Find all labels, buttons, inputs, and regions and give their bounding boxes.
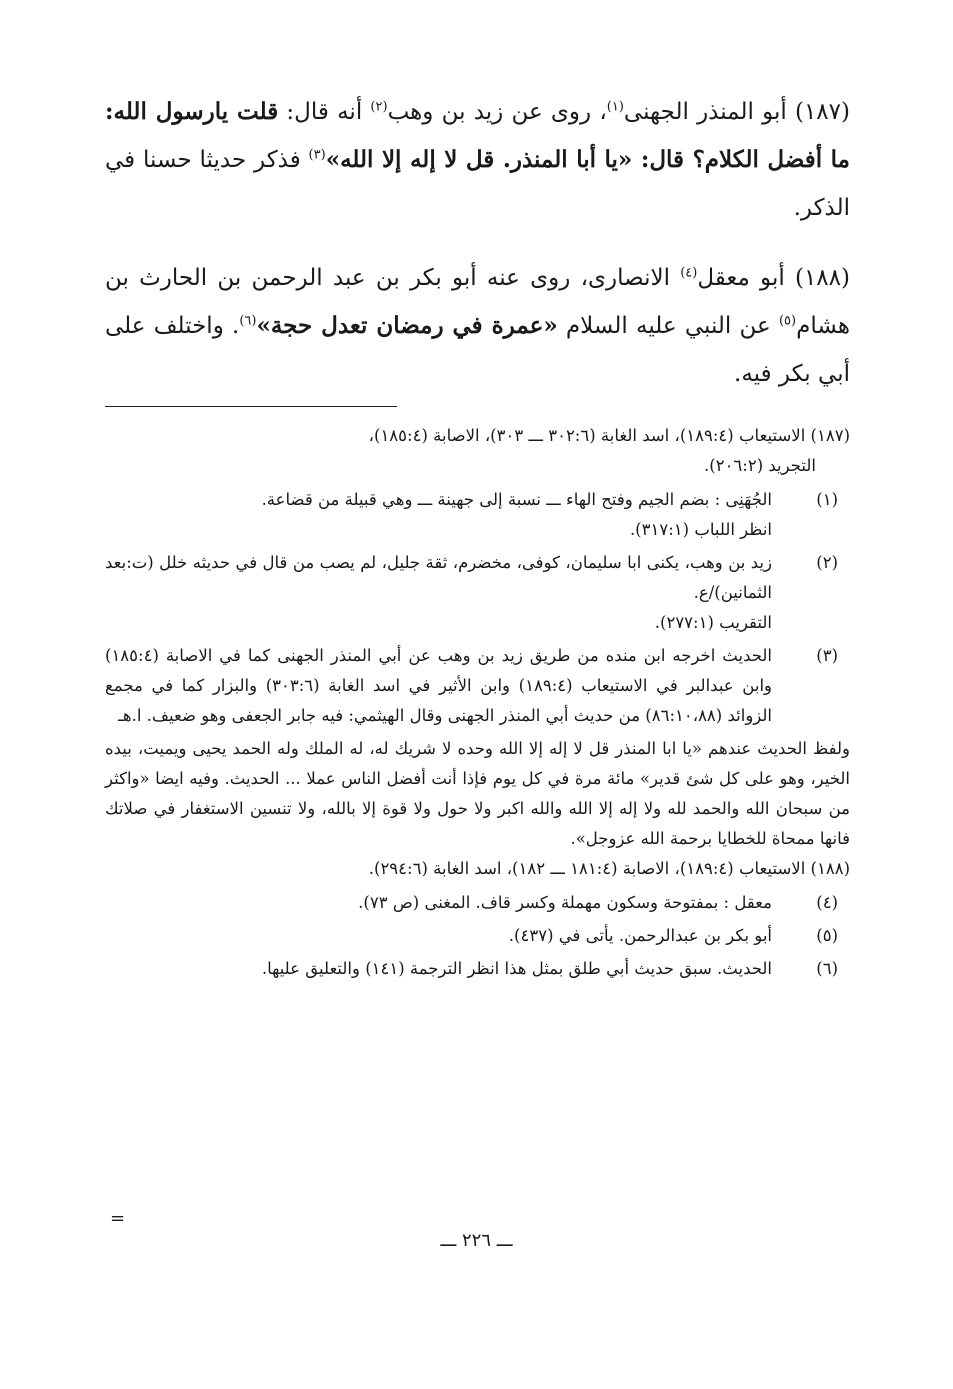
footnote-marker: (٢): [370, 99, 388, 115]
entry-text: أنه قال:: [278, 99, 371, 125]
reference-number: (١٨٧): [810, 426, 850, 445]
reference-188: [105, 854, 850, 884]
footnote-number: (١): [816, 490, 838, 509]
entry-text: ، روى عن زيد بن وهب: [387, 99, 607, 125]
footnote-5: [105, 921, 850, 951]
footnote-3-continuation: ولفظ الحديث عندهم «يا ابا المنذر قل لا إله إلا الله وحده لا شريك له، له الملك وله الحمد يحيى ويميت، بيده الخير، وهو على كل شئ قدير» مائة مرة في كل يوم فإذا أنت أفضل الناس عملا ... الحديث. وفيه ايضا «واكثر من سبحان الله والحمد لله ولا إله إلا الله والله اكبر ولا حول ولا قوة إلا بالله، ولا تنسين الاستغفار في صلاتك فانها ممحاة للخطايا برحمة الله عزوجل».: [105, 739, 850, 848]
footnote-marker: (٦): [239, 313, 257, 329]
footnote-text: انظر اللباب (٣١٧:١).: [629, 520, 772, 539]
footnote-marker: (٣): [308, 147, 326, 163]
footnote-marker: (٤): [680, 265, 698, 281]
reference-text: التجريد (٢٠٦:٢).: [704, 456, 816, 475]
entry-text: عن النبي عليه السلام: [557, 313, 779, 339]
reference-text: الاستيعاب (١٨٩:٤)، اسد الغابة (٣٠٢:٦ ـــ ٣٠٣)، الاصابة (١٨٥:٤)،: [368, 426, 806, 445]
footnote-text: الحديث اخرجه ابن منده من طريق زيد بن وهب عن أبي المنذر الجهنى كما في الاصابة (١٨٥:٤) وابن عبدالبر في الاستيعاب (١٨٩:٤) وابن الأثير في اسد الغابة (٣٠٣:٦) والبزار كما في مجمع الزوائد (٨٦:١٠،٨٨) من حديث أبي المنذر الجهنى وقال الهيثمي: فيه جابر الجعفى وهو ضعيف. ا.هـ: [105, 646, 773, 725]
footnote-4: [105, 888, 850, 918]
footnote-marker: (٥): [778, 313, 797, 329]
footnote-text: أبو بكر بن عبدالرحمن. يأتى في (٤٣٧).: [508, 926, 772, 945]
entry-number: (١٨٨): [794, 265, 850, 291]
footnote-3: [105, 641, 850, 731]
footnote-text: زيد بن وهب، يكنى ابا سليمان، كوفى، مخضرم، ثقة جليل، لم يصب من قال في حديثه خلل (ت:بعد الثمانين)/ع.: [105, 553, 772, 602]
page-content: [105, 88, 850, 987]
entry-text: . واختلف على أبي بكر فيه.: [105, 313, 850, 387]
entry-text: أبو المنذر الجهنى: [623, 99, 787, 125]
footnotes: [105, 421, 850, 984]
footnote-number: (٦): [816, 959, 838, 978]
hadith-quote: قلت يارسول الله: ما أفضل الكلام؟ قال: «يا أبا المنذر. قل لا إله إلا الله»: [105, 98, 850, 173]
entry-number: (١٨٧): [794, 99, 850, 125]
footnote-number: (٢): [816, 553, 838, 572]
entry-188: [105, 254, 850, 398]
footnote-1: [105, 485, 850, 545]
footnote-number: (٤): [816, 893, 838, 912]
footnote-6: [105, 954, 850, 984]
hadith-quote: «عمرة في رمضان تعدل حجة»: [256, 312, 558, 339]
footnote-text: التقريب (٢٧٧:١).: [654, 613, 772, 632]
reference-text: الاستيعاب (١٨٩:٤)، الاصابة (١٨١:٤ ـــ ١٨٢)، اسد الغابة (٢٩٤:٦).: [368, 859, 806, 878]
entry-text: الانصارى، روى عنه أبو بكر بن عبد الرحمن بن الحارث بن هشام: [105, 265, 850, 339]
reference-number: (١٨٨): [810, 859, 850, 878]
page-number: ـــ ٢٢٦ ـــ: [440, 1230, 513, 1251]
footnote-number: (٥): [816, 926, 838, 945]
footnote-marker: (١): [606, 99, 624, 115]
entry-187: [105, 88, 850, 232]
footnote-separator: [105, 406, 397, 407]
footnote-text: الحديث. سبق حديث أبي طلق بمثل هذا انظر الترجمة (١٤١) والتعليق عليها.: [261, 959, 772, 978]
entry-text: فذكر حديثا حسنا في الذكر.: [105, 147, 850, 221]
entry-text: أبو معقل: [697, 265, 785, 291]
footnote-2: [105, 548, 850, 638]
footnote-number: (٣): [816, 646, 838, 665]
footnote-text: معقل : بمفتوحة وسكون مهملة وكسر قاف. المغنى (ص ٧٣).: [358, 893, 772, 912]
footnote-text: الجُهَنِى : بضم الجيم وفتح الهاء ـــ نسبة إلى جهينة ـــ وهي قبيلة من قضاعة.: [261, 490, 772, 509]
reference-187: [105, 421, 850, 481]
continuation-mark: =: [110, 1208, 126, 1229]
